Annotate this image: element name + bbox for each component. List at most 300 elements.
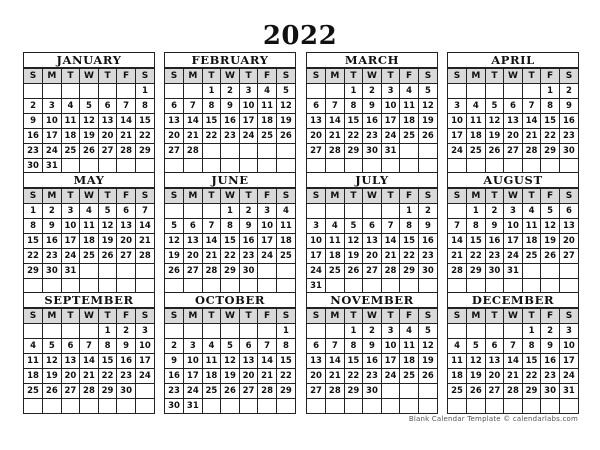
day-cell: 25 xyxy=(400,129,419,144)
day-cell: 6 xyxy=(504,99,523,114)
day-cell: 26 xyxy=(98,249,117,264)
day-cell: 24 xyxy=(61,249,80,264)
day-cell: 11 xyxy=(276,219,295,234)
day-cell: 23 xyxy=(117,369,136,384)
weekday-header: F xyxy=(117,309,136,324)
week-row xyxy=(165,84,295,99)
day-cell: 24 xyxy=(381,129,400,144)
day-cell xyxy=(381,384,400,399)
day-cell xyxy=(522,264,541,279)
day-cell: 11 xyxy=(80,219,99,234)
day-cell: 1 xyxy=(467,204,486,219)
day-cell: 10 xyxy=(239,99,258,114)
day-cell: 3 xyxy=(239,84,258,99)
day-cell xyxy=(43,324,62,339)
day-cell: 23 xyxy=(418,249,437,264)
month-day-grid xyxy=(165,68,295,173)
weekday-header: F xyxy=(117,189,136,204)
day-cell xyxy=(326,324,345,339)
day-cell xyxy=(165,84,184,99)
day-cell xyxy=(467,324,486,339)
weekday-header: W xyxy=(363,189,382,204)
day-cell: 12 xyxy=(541,219,560,234)
day-cell: 25 xyxy=(24,384,43,399)
day-cell xyxy=(522,399,541,414)
weekday-header: F xyxy=(258,69,277,84)
week-row xyxy=(24,399,154,414)
day-cell xyxy=(61,399,80,414)
day-cell xyxy=(448,84,467,99)
week-row xyxy=(24,144,154,159)
week-row xyxy=(165,399,295,414)
day-cell: 21 xyxy=(135,234,154,249)
weekday-header: T xyxy=(61,189,80,204)
day-cell xyxy=(258,324,277,339)
weekday-header: T xyxy=(239,309,258,324)
day-cell: 5 xyxy=(43,339,62,354)
day-cell: 15 xyxy=(202,114,221,129)
day-cell: 11 xyxy=(24,354,43,369)
day-cell: 25 xyxy=(448,384,467,399)
day-cell xyxy=(400,384,419,399)
day-cell: 4 xyxy=(467,99,486,114)
day-cell xyxy=(307,324,326,339)
week-row xyxy=(24,249,154,264)
weekday-header: M xyxy=(184,309,203,324)
day-cell: 28 xyxy=(135,249,154,264)
day-cell xyxy=(184,324,203,339)
day-cell: 7 xyxy=(326,99,345,114)
day-cell: 20 xyxy=(165,129,184,144)
weekday-header: T xyxy=(202,309,221,324)
day-cell: 3 xyxy=(381,84,400,99)
day-cell xyxy=(559,399,578,414)
day-cell: 19 xyxy=(485,129,504,144)
weekday-header: T xyxy=(239,189,258,204)
day-cell xyxy=(307,84,326,99)
weekday-header: M xyxy=(184,189,203,204)
day-cell: 4 xyxy=(24,339,43,354)
day-cell: 29 xyxy=(541,144,560,159)
weekday-header-row xyxy=(448,309,578,324)
weekday-header: T xyxy=(239,69,258,84)
day-cell xyxy=(307,399,326,414)
day-cell xyxy=(80,399,99,414)
day-cell: 6 xyxy=(165,99,184,114)
day-cell: 17 xyxy=(559,354,578,369)
day-cell: 20 xyxy=(61,369,80,384)
day-cell xyxy=(221,324,240,339)
day-cell xyxy=(239,324,258,339)
day-cell: 19 xyxy=(276,114,295,129)
day-cell: 17 xyxy=(184,369,203,384)
day-cell xyxy=(381,204,400,219)
day-cell: 2 xyxy=(117,324,136,339)
day-cell: 14 xyxy=(184,114,203,129)
day-cell: 19 xyxy=(221,369,240,384)
day-cell: 26 xyxy=(276,129,295,144)
weekday-header: W xyxy=(80,189,99,204)
day-cell: 6 xyxy=(307,339,326,354)
week-row xyxy=(307,369,437,384)
day-cell xyxy=(363,159,382,174)
weekday-header: T xyxy=(202,69,221,84)
day-cell: 2 xyxy=(485,204,504,219)
day-cell: 13 xyxy=(307,114,326,129)
day-cell: 25 xyxy=(202,384,221,399)
weekday-header: S xyxy=(24,309,43,324)
day-cell: 16 xyxy=(24,129,43,144)
weekday-header: S xyxy=(135,309,154,324)
day-cell: 30 xyxy=(418,264,437,279)
day-cell: 6 xyxy=(184,219,203,234)
day-cell xyxy=(117,84,136,99)
weekday-header: F xyxy=(258,309,277,324)
weekday-header: S xyxy=(559,69,578,84)
weekday-header: T xyxy=(98,309,117,324)
day-cell: 16 xyxy=(363,114,382,129)
day-cell: 11 xyxy=(202,354,221,369)
day-cell: 19 xyxy=(344,249,363,264)
day-cell xyxy=(80,159,99,174)
day-cell: 16 xyxy=(117,354,136,369)
day-cell: 16 xyxy=(165,369,184,384)
weekday-header: T xyxy=(61,69,80,84)
day-cell: 12 xyxy=(418,99,437,114)
day-cell xyxy=(135,159,154,174)
day-cell: 2 xyxy=(43,204,62,219)
week-row xyxy=(448,159,578,174)
week-row xyxy=(165,264,295,279)
day-cell xyxy=(363,204,382,219)
day-cell: 2 xyxy=(363,324,382,339)
day-cell: 31 xyxy=(43,159,62,174)
weekday-header: T xyxy=(98,69,117,84)
day-cell: 22 xyxy=(400,249,419,264)
weekday-header: T xyxy=(522,309,541,324)
day-cell: 15 xyxy=(344,354,363,369)
day-cell xyxy=(559,279,578,294)
day-cell: 24 xyxy=(184,384,203,399)
week-row xyxy=(165,114,295,129)
day-cell: 20 xyxy=(117,234,136,249)
day-cell: 30 xyxy=(363,384,382,399)
day-cell: 21 xyxy=(184,129,203,144)
day-cell xyxy=(98,264,117,279)
day-cell: 18 xyxy=(522,234,541,249)
day-cell: 20 xyxy=(485,369,504,384)
day-cell xyxy=(43,279,62,294)
day-cell: 13 xyxy=(239,354,258,369)
day-cell: 23 xyxy=(363,129,382,144)
day-cell: 25 xyxy=(400,369,419,384)
day-cell: 16 xyxy=(541,354,560,369)
day-cell: 2 xyxy=(221,84,240,99)
day-cell: 25 xyxy=(276,249,295,264)
day-cell: 27 xyxy=(117,249,136,264)
day-cell: 20 xyxy=(184,249,203,264)
day-cell: 27 xyxy=(307,144,326,159)
day-cell: 29 xyxy=(276,384,295,399)
months-grid xyxy=(23,52,579,411)
day-cell: 4 xyxy=(276,204,295,219)
month-day-grid xyxy=(307,308,437,413)
month-day-grid xyxy=(448,188,578,293)
weekday-header: S xyxy=(418,189,437,204)
day-cell: 30 xyxy=(43,264,62,279)
day-cell xyxy=(467,84,486,99)
day-cell: 18 xyxy=(276,234,295,249)
week-row xyxy=(448,249,578,264)
day-cell: 30 xyxy=(541,384,560,399)
day-cell: 8 xyxy=(344,99,363,114)
weekday-header: W xyxy=(363,309,382,324)
day-cell: 23 xyxy=(363,369,382,384)
day-cell: 31 xyxy=(184,399,203,414)
day-cell xyxy=(276,399,295,414)
weekday-header: W xyxy=(221,69,240,84)
day-cell: 9 xyxy=(117,339,136,354)
day-cell xyxy=(467,399,486,414)
day-cell: 1 xyxy=(344,84,363,99)
day-cell xyxy=(504,279,523,294)
day-cell: 28 xyxy=(522,144,541,159)
day-cell: 20 xyxy=(363,249,382,264)
day-cell: 25 xyxy=(522,249,541,264)
day-cell xyxy=(117,159,136,174)
week-row xyxy=(307,159,437,174)
day-cell: 27 xyxy=(559,249,578,264)
day-cell xyxy=(467,159,486,174)
day-cell: 10 xyxy=(43,114,62,129)
day-cell: 13 xyxy=(504,114,523,129)
day-cell: 31 xyxy=(381,144,400,159)
week-row xyxy=(448,129,578,144)
week-row xyxy=(307,279,437,294)
weekday-header: S xyxy=(418,69,437,84)
day-cell: 25 xyxy=(467,144,486,159)
weekday-header: W xyxy=(504,189,523,204)
day-cell: 12 xyxy=(485,114,504,129)
week-row xyxy=(307,384,437,399)
day-cell: 11 xyxy=(400,339,419,354)
day-cell: 7 xyxy=(326,339,345,354)
day-cell xyxy=(135,264,154,279)
month-april xyxy=(447,52,579,174)
day-cell: 4 xyxy=(61,99,80,114)
day-cell: 2 xyxy=(541,324,560,339)
day-cell: 21 xyxy=(381,249,400,264)
day-cell: 26 xyxy=(43,384,62,399)
week-row xyxy=(165,369,295,384)
week-row xyxy=(24,219,154,234)
day-cell xyxy=(541,264,560,279)
day-cell: 5 xyxy=(485,99,504,114)
weekday-header: M xyxy=(43,309,62,324)
day-cell xyxy=(202,399,221,414)
weekday-header: W xyxy=(80,69,99,84)
day-cell xyxy=(258,279,277,294)
week-row xyxy=(448,399,578,414)
day-cell xyxy=(276,144,295,159)
day-cell xyxy=(307,204,326,219)
day-cell xyxy=(43,84,62,99)
day-cell: 30 xyxy=(24,159,43,174)
day-cell xyxy=(541,399,560,414)
day-cell: 7 xyxy=(135,204,154,219)
month-june xyxy=(164,172,296,294)
day-cell: 10 xyxy=(258,219,277,234)
week-row xyxy=(24,159,154,174)
day-cell xyxy=(202,144,221,159)
day-cell: 26 xyxy=(344,264,363,279)
week-row xyxy=(165,354,295,369)
day-cell xyxy=(485,399,504,414)
day-cell xyxy=(418,159,437,174)
day-cell: 25 xyxy=(326,264,345,279)
day-cell xyxy=(326,279,345,294)
day-cell xyxy=(184,204,203,219)
day-cell: 9 xyxy=(165,354,184,369)
day-cell xyxy=(344,399,363,414)
day-cell: 15 xyxy=(467,234,486,249)
day-cell: 4 xyxy=(202,339,221,354)
day-cell: 4 xyxy=(522,204,541,219)
weekday-header: T xyxy=(61,309,80,324)
weekday-header: T xyxy=(98,189,117,204)
day-cell: 9 xyxy=(541,339,560,354)
month-name: SEPTEMBER xyxy=(24,293,154,308)
day-cell xyxy=(24,399,43,414)
day-cell xyxy=(363,279,382,294)
day-cell: 15 xyxy=(24,234,43,249)
day-cell: 10 xyxy=(135,339,154,354)
day-cell: 23 xyxy=(165,384,184,399)
week-row xyxy=(165,324,295,339)
month-name: NOVEMBER xyxy=(307,293,437,308)
weekday-header: W xyxy=(504,69,523,84)
day-cell: 22 xyxy=(202,129,221,144)
day-cell: 21 xyxy=(522,129,541,144)
day-cell: 8 xyxy=(221,219,240,234)
day-cell: 5 xyxy=(80,99,99,114)
day-cell xyxy=(467,279,486,294)
day-cell xyxy=(258,159,277,174)
day-cell xyxy=(24,324,43,339)
day-cell: 16 xyxy=(363,354,382,369)
day-cell: 18 xyxy=(326,249,345,264)
day-cell xyxy=(43,399,62,414)
day-cell: 27 xyxy=(363,264,382,279)
day-cell xyxy=(135,384,154,399)
day-cell: 28 xyxy=(326,144,345,159)
week-row xyxy=(307,249,437,264)
day-cell: 8 xyxy=(522,339,541,354)
weekday-header: S xyxy=(165,189,184,204)
day-cell: 24 xyxy=(448,144,467,159)
day-cell: 20 xyxy=(504,129,523,144)
day-cell: 16 xyxy=(418,234,437,249)
weekday-header-row xyxy=(24,189,154,204)
day-cell xyxy=(239,399,258,414)
footer-credit: Blank Calendar Template © calendarlabs.com xyxy=(408,415,578,423)
week-row xyxy=(307,219,437,234)
day-cell: 1 xyxy=(202,84,221,99)
day-cell: 29 xyxy=(400,264,419,279)
day-cell: 23 xyxy=(239,249,258,264)
day-cell xyxy=(485,279,504,294)
day-cell: 1 xyxy=(276,324,295,339)
day-cell: 24 xyxy=(43,144,62,159)
day-cell: 14 xyxy=(522,114,541,129)
weekday-header-row xyxy=(448,189,578,204)
weekday-header: M xyxy=(326,309,345,324)
day-cell xyxy=(117,279,136,294)
day-cell: 2 xyxy=(418,204,437,219)
month-day-grid xyxy=(448,68,578,173)
weekday-header: S xyxy=(165,69,184,84)
weekday-header: F xyxy=(117,69,136,84)
week-row xyxy=(448,339,578,354)
day-cell: 3 xyxy=(258,204,277,219)
weekday-header: T xyxy=(344,309,363,324)
day-cell: 10 xyxy=(381,99,400,114)
day-cell: 5 xyxy=(541,204,560,219)
day-cell: 29 xyxy=(98,384,117,399)
day-cell xyxy=(221,159,240,174)
day-cell: 31 xyxy=(61,264,80,279)
day-cell: 14 xyxy=(135,219,154,234)
weekday-header: T xyxy=(485,309,504,324)
day-cell xyxy=(24,84,43,99)
day-cell: 18 xyxy=(24,369,43,384)
day-cell: 11 xyxy=(258,99,277,114)
day-cell: 3 xyxy=(135,324,154,339)
week-row xyxy=(165,279,295,294)
day-cell: 20 xyxy=(98,129,117,144)
day-cell: 30 xyxy=(239,264,258,279)
day-cell xyxy=(400,159,419,174)
week-row xyxy=(165,99,295,114)
weekday-header: M xyxy=(43,189,62,204)
day-cell: 18 xyxy=(448,369,467,384)
day-cell xyxy=(239,159,258,174)
day-cell: 1 xyxy=(221,204,240,219)
week-row xyxy=(24,129,154,144)
day-cell: 19 xyxy=(80,129,99,144)
month-july xyxy=(306,172,438,294)
day-cell: 26 xyxy=(80,144,99,159)
day-cell: 13 xyxy=(184,234,203,249)
week-row xyxy=(165,219,295,234)
day-cell: 10 xyxy=(504,219,523,234)
day-cell xyxy=(98,159,117,174)
week-row xyxy=(165,249,295,264)
day-cell: 14 xyxy=(326,354,345,369)
day-cell: 21 xyxy=(80,369,99,384)
day-cell xyxy=(448,279,467,294)
week-row xyxy=(448,384,578,399)
day-cell xyxy=(559,159,578,174)
day-cell: 17 xyxy=(43,129,62,144)
day-cell: 2 xyxy=(24,99,43,114)
day-cell xyxy=(165,279,184,294)
day-cell: 28 xyxy=(258,384,277,399)
week-row xyxy=(24,369,154,384)
weekday-header-row xyxy=(307,309,437,324)
day-cell: 24 xyxy=(135,369,154,384)
weekday-header: W xyxy=(221,309,240,324)
